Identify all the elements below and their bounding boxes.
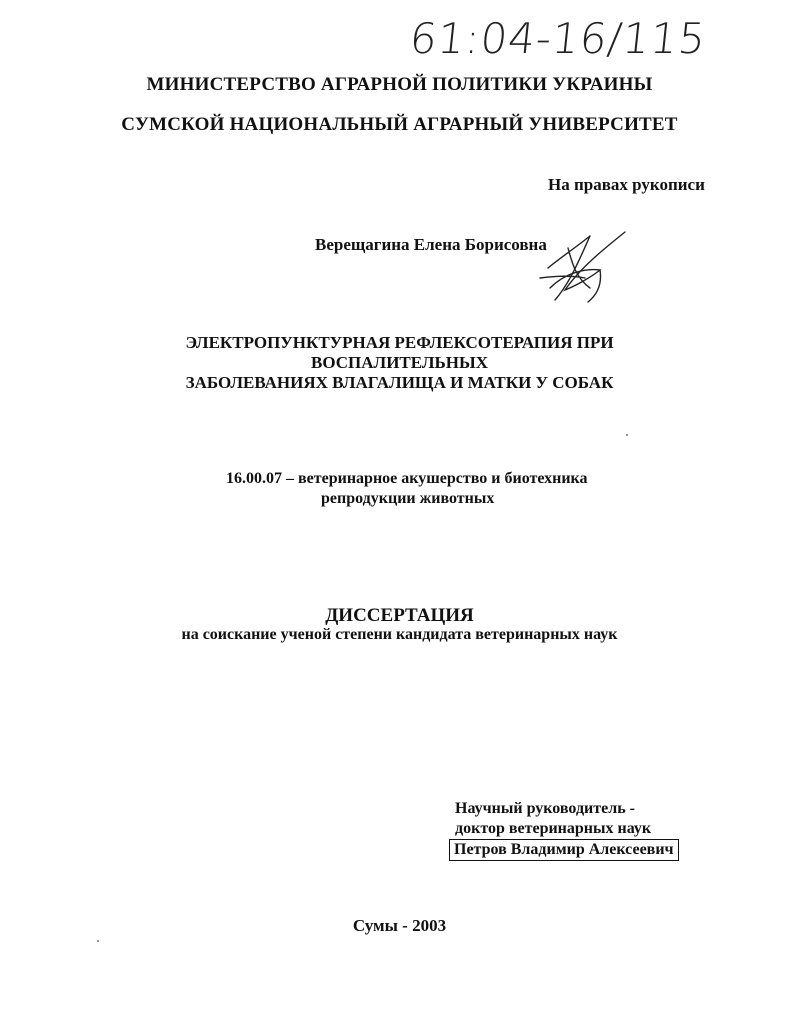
scan-speck [626,434,628,436]
author-signature [530,228,640,308]
university-heading: СУМСКОЙ НАЦИОНАЛЬНЫЙ АГРАРНЫЙ УНИВЕРСИТЕТ [121,114,678,135]
place-year: Сумы - 2003 [352,916,447,935]
manuscript-rights-note: На правах рукописи [548,175,705,194]
ministry-heading: МИНИСТЕРСТВО АГРАРНОЙ ПОЛИТИКИ УКРАИНЫ [146,74,653,95]
advisor-degree: доктор ветеринарных наук [455,820,652,837]
specialty-block [226,469,646,509]
dissertation-heading: ДИССЕРТАЦИЯ [325,605,474,626]
thesis-title-line-1: ЭЛЕКТРОПУНКТУРНАЯ РЕФЛЕКСОТЕРАПИЯ ПРИ [185,333,614,352]
scan-speck [97,940,99,942]
specialty-line-1: 16.00.07 – ветеринарное акушерство и биотехника [226,470,588,487]
thesis-title-line-2: ВОСПАЛИТЕЛЬНЫХ [311,353,488,372]
advisor-role: Научный руководитель - [455,800,635,817]
advisor-name-box: Петров Владимир Алексеевич [449,839,679,861]
thesis-title-line-3: ЗАБОЛЕВАНИЯХ ВЛАГАЛИЩА И МАТКИ У СОБАК [185,373,614,392]
author-name: Верещагина Елена Борисовна [315,235,547,254]
archive-code-handwritten: 61:04-16/115 [407,14,709,63]
advisor-block [455,799,679,861]
dissertation-subtitle: на соискание ученой степени кандидата ветеринарных наук [181,626,618,643]
specialty-line-2: репродукции животных [321,490,495,507]
